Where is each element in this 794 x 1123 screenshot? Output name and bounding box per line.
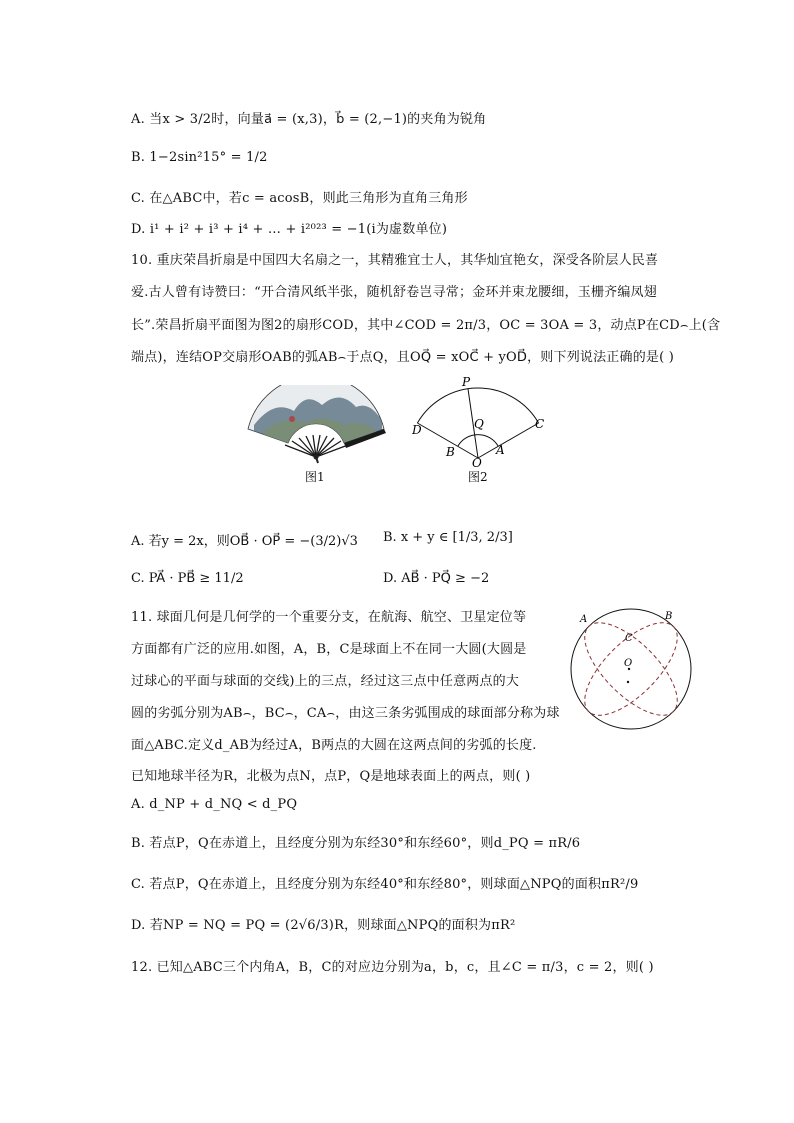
q10-line-3: 长”.荣昌折扇平面图为图2的扇形COD，其中∠COD = 2π/3，OC = 3OA = 3，动点P在CD⌢上(含 [131,318,721,333]
q9-option-a: A. 当x > 3/2时，向量a⃗ = (x,3)，b⃗ = (2,−1)的夹角为锐角 [131,112,487,127]
q12-stem: 12. 已知△ABC三个内角A，B，C的对应边分别为a，b，c，且∠C = π/3，c = 2，则( ) [131,960,654,975]
label-d: D [412,423,422,437]
q11-line-6: 已知地球半径为R，北极为点N，点P，Q是地球表面上的两点，则( ) [131,769,531,784]
q11-option-d: D. 若NP = NQ = PQ = (2√6/3)R，则球面△NPQ的面积为πR² [131,918,516,933]
label-b: B [446,445,455,459]
q11-line-5: 面△ABC.定义d_AB为经过A，B两点的大圆在这两点间的劣弧的长度. [131,738,537,753]
figure-1-caption: 图1 [305,470,325,484]
q10-line-2: 爱.古人曾有诗赞曰：“开合清风纸半张，随机舒卷岂寻常；金环并束龙腰细，玉栅齐编凤翅 [131,285,657,300]
fan-illustration [244,385,388,465]
q9-option-b: B. 1−2sin²15° = 1/2 [131,150,268,165]
q11-line-4: 圆的劣弧分别为AB⌢，BC⌢，CA⌢，由这三条劣弧围成的球面部分称为球 [131,706,560,721]
sphere-label-c: C [625,633,633,644]
label-a: A [496,443,505,457]
label-o: O [472,456,482,468]
q11-option-c: C. 若点P，Q在赤道上，且经度分别为东经40°和东经80°，则球面△NPQ的面积πR²/9 [131,877,639,892]
q11-option-b: B. 若点P，Q在赤道上，且经度分别为东经30°和东经60°，则d_PQ = πR/6 [131,836,581,851]
q11-line-3: 过球心的平面与球面的交线)上的三点，经过这三点中任意两点的大 [131,674,520,689]
q9-option-d: D. i¹ + i² + i³ + i⁴ + … + i²⁰²³ = −1(i为虚数单位) [131,222,448,237]
label-p: P [462,375,471,389]
sphere-label-a: A [580,614,588,625]
figure-2-caption: 图2 [468,470,488,484]
sector-diagram [408,372,558,468]
label-c: C [535,417,545,431]
q9-option-c: C. 在△ABC中，若c = acosB，则此三角形为直角三角形 [131,191,468,206]
q11-line-2: 方面都有广泛的应用.如图，A，B，C是球面上不在同一大圆(大圆是 [131,642,527,657]
q10-option-c: C. PA⃗ · PB⃗ ≥ 11/2 [131,571,244,586]
sphere-label-b: B [665,611,673,622]
q11-option-a: A. d_NP + d_NQ < d_PQ [131,797,298,812]
label-q: Q [474,417,484,431]
q10-line-4: 端点)，连结OP交扇形OAB的弧AB⌢于点Q，且OQ⃗ = xOC⃗ + yOD⃗，则下列说法正确的是( ) [131,350,674,365]
q10-line-1: 10. 重庆荣昌折扇是中国四大名扇之一，其精雅宜士人，其华灿宜艳女，深受各阶层人民喜 [131,253,659,268]
q11-line-1: 11. 球面几何是几何学的一个重要分支，在航海、航空、卫星定位等 [131,610,527,625]
sphere-diagram [568,606,694,732]
q10-option-d: D. AB⃗ · PQ⃗ ≥ −2 [383,571,490,586]
sphere-label-o: O [624,658,633,669]
q10-option-b: B. x + y ∈ [1/3, 2/3] [383,530,513,545]
q10-option-a: A. 若y = 2x，则OB⃗ · OP⃗ = −(3/2)√3 [131,534,358,549]
